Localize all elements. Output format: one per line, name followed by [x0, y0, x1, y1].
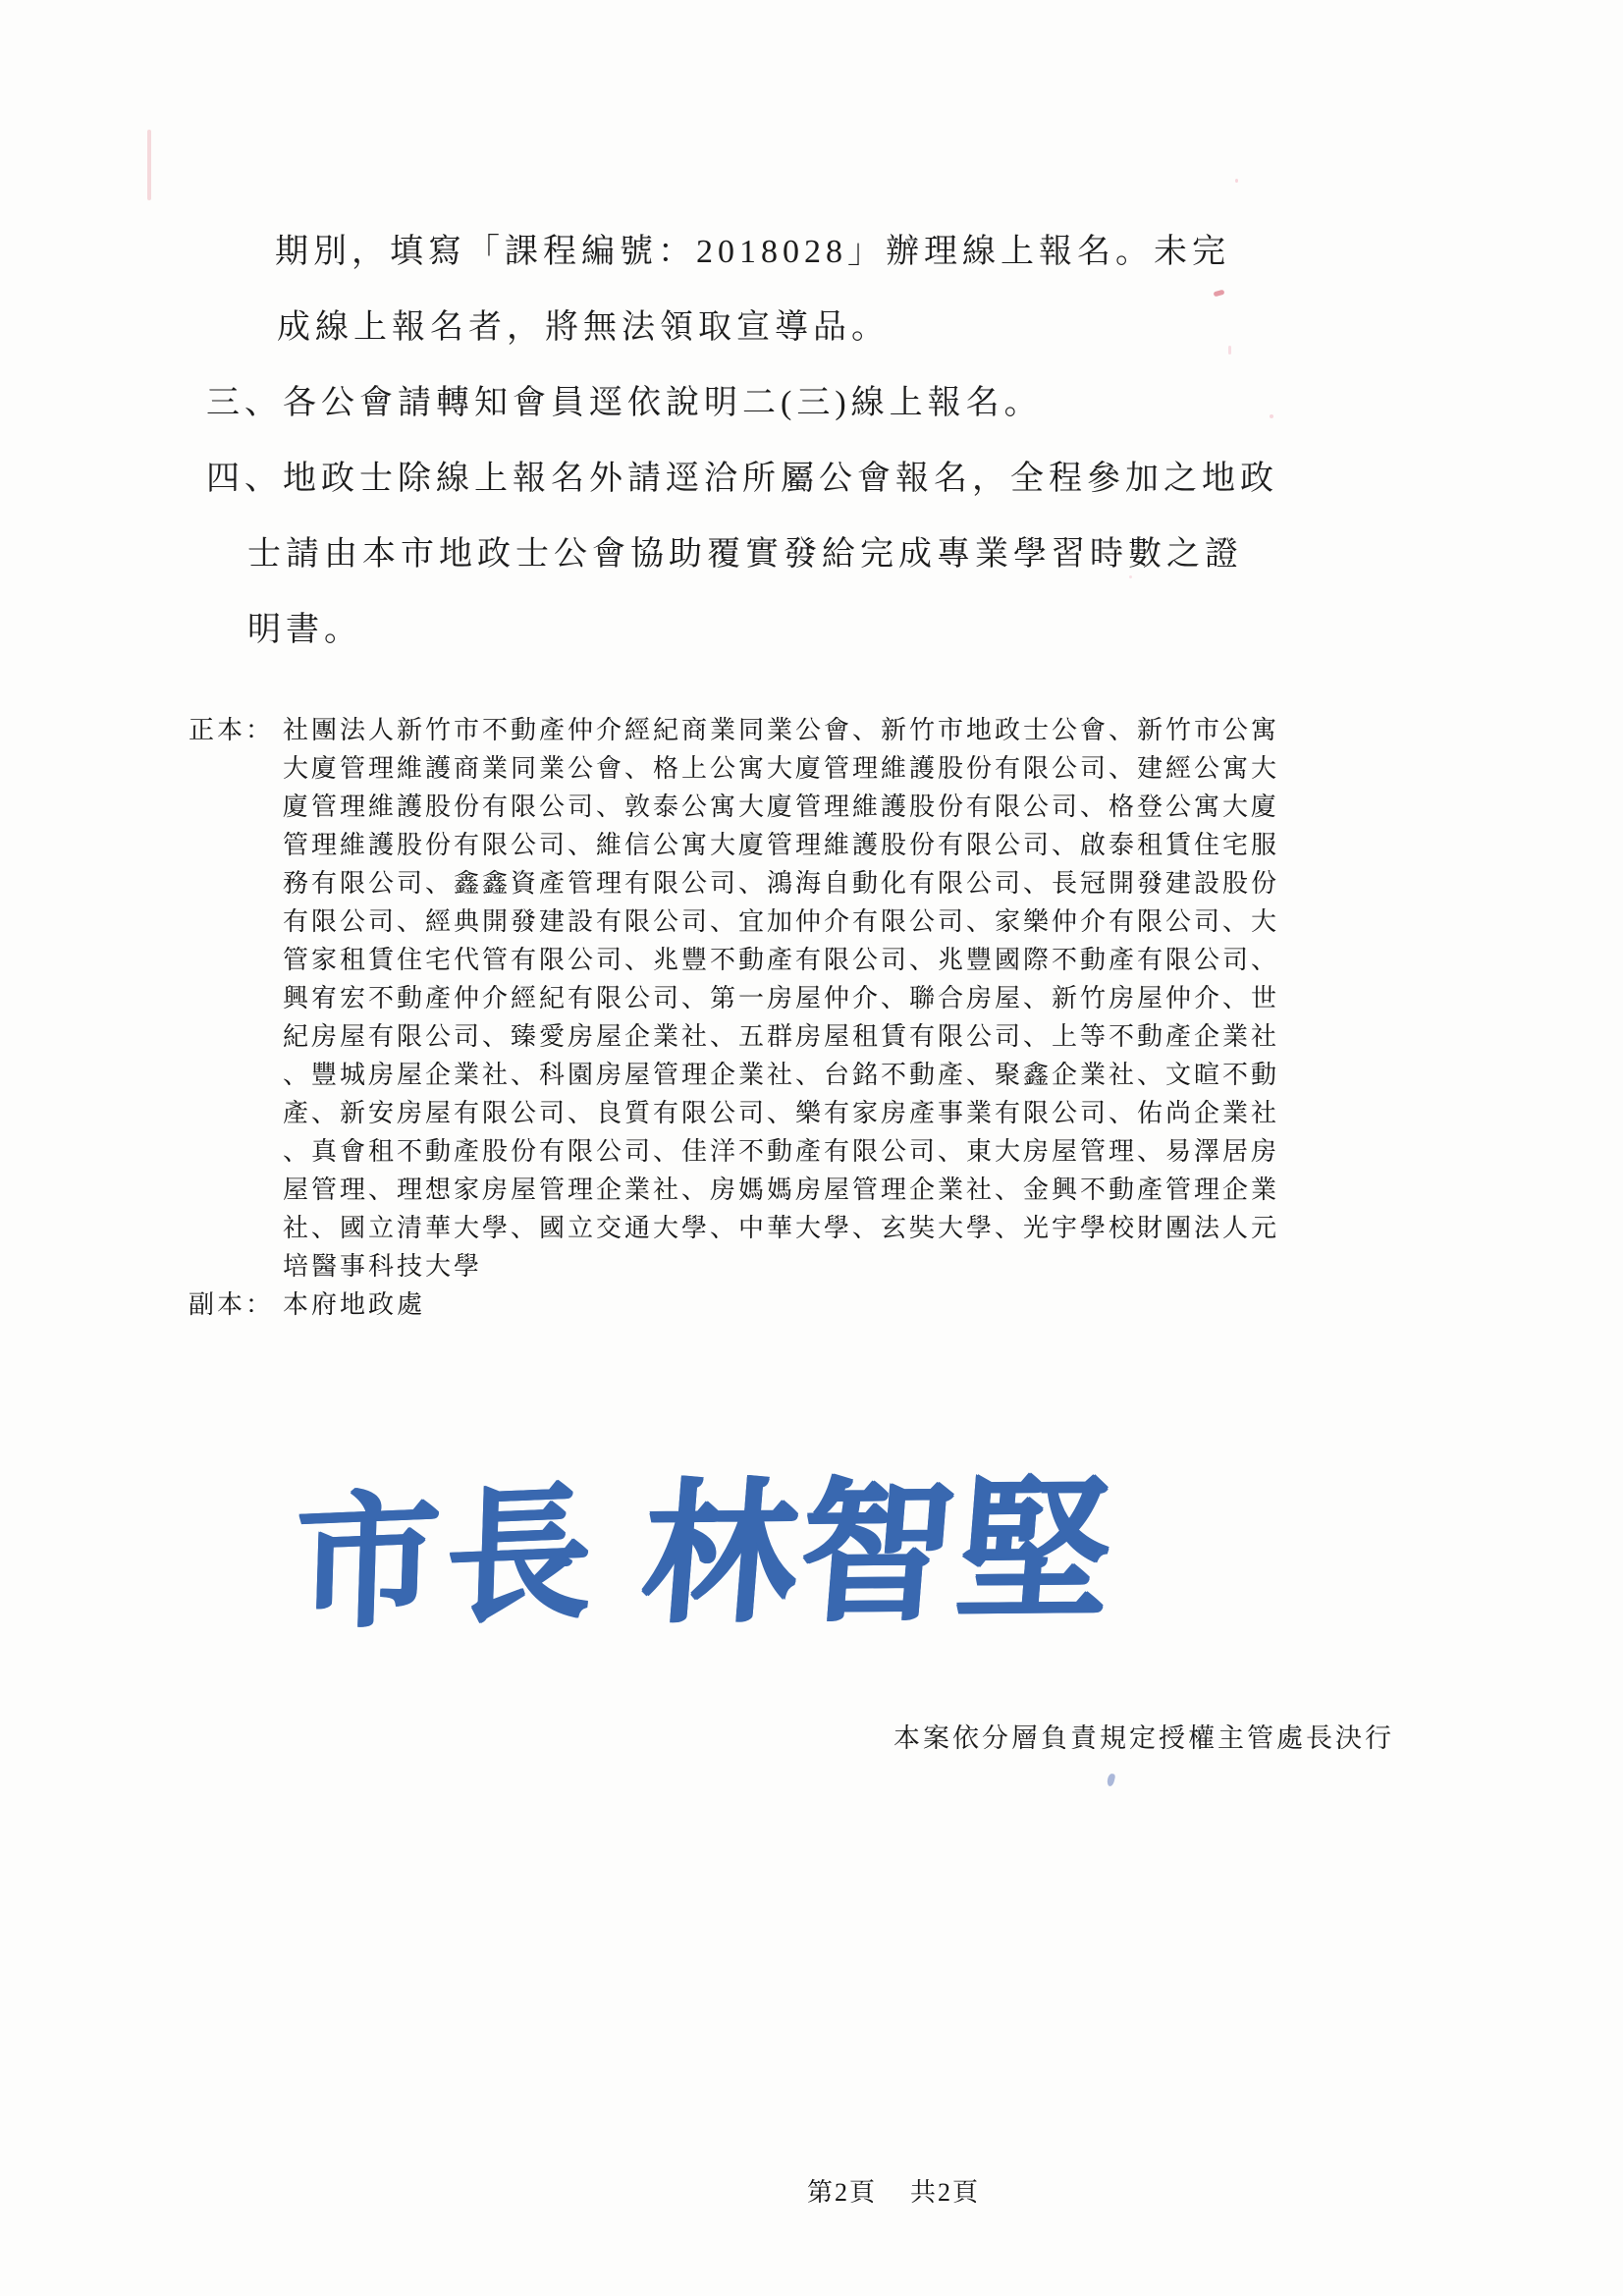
scan-artifact	[1214, 290, 1225, 298]
total-pages: 共2頁	[910, 2178, 981, 2207]
distribution-line: 興宥宏不動產仲介經紀有限公司、第一房屋仲介、聯合房屋、新竹房屋仲介、世	[283, 984, 1280, 1012]
scan-artifact	[1129, 575, 1132, 578]
authorization-note: 本案依分層負責規定授權主管處長決行	[893, 1723, 1394, 1753]
page-number: 第2頁	[807, 2178, 878, 2207]
notice-continuation-line-1: 期別，填寫「課程編號：2018028」辦理線上報名。未完	[275, 234, 1230, 270]
scan-artifact	[1270, 414, 1273, 418]
distribution-line: 產、新安房屋有限公司、良質有限公司、樂有家房產事業有限公司、佑尚企業社	[283, 1099, 1280, 1127]
distribution-line: 管家租賃住宅代管有限公司、兆豐不動產有限公司、兆豐國際不動產有限公司、	[283, 946, 1280, 974]
scan-artifact	[1228, 346, 1231, 355]
signature-title: 市長	[292, 1473, 600, 1648]
distribution-line: 務有限公司、鑫鑫資產管理有限公司、鴻海自動化有限公司、長冠開發建設股份	[283, 869, 1280, 898]
notice-item-4-line-3: 明書。	[247, 612, 362, 648]
distribution-copy-value: 本府地政處	[283, 1290, 426, 1319]
notice-item-4-line-1: 四、地政士除線上報名外請逕洽所屬公會報名，全程參加之地政	[206, 461, 1278, 497]
notice-item-4-line-2: 士請由本市地政士公會協助覆實發給完成專業學習時數之證	[247, 536, 1243, 573]
signature-name: 林智堅	[635, 1465, 1120, 1641]
distribution-original-label: 正本：	[189, 716, 275, 744]
mayor-signature	[293, 1417, 1118, 1657]
distribution-line: 大廈管理維護商業同業公會、格上公寓大廈管理維護股份有限公司、建經公寓大	[283, 754, 1280, 783]
scan-artifact	[147, 130, 151, 200]
distribution-line: 廈管理維護股份有限公司、敦泰公寓大廈管理維護股份有限公司、格登公寓大廈	[283, 793, 1280, 821]
distribution-line: 、真會租不動產股份有限公司、佳洋不動產有限公司、東大房屋管理、易澤居房	[283, 1137, 1280, 1166]
scan-artifact	[1107, 1773, 1116, 1786]
distribution-copy-label: 副本：	[189, 1290, 275, 1319]
distribution-line: 紀房屋有限公司、臻愛房屋企業社、五群房屋租賃有限公司、上等不動產企業社	[283, 1022, 1280, 1051]
distribution-line: 培醫事科技大學	[283, 1252, 483, 1281]
distribution-line: 有限公司、經典開發建設有限公司、宜加仲介有限公司、家樂仲介有限公司、大	[283, 907, 1280, 936]
distribution-line: 屋管理、理想家房屋管理企業社、房媽媽房屋管理企業社、金興不動產管理企業	[283, 1175, 1280, 1204]
notice-item-3: 三、各公會請轉知會員逕依說明二(三)線上報名。	[206, 385, 1043, 421]
distribution-line: 管理維護股份有限公司、維信公寓大廈管理維護股份有限公司、啟泰租賃住宅服	[283, 831, 1280, 859]
page-footer	[807, 2172, 980, 2209]
notice-continuation-line-2: 成線上報名者，將無法領取宣導品。	[277, 309, 890, 346]
distribution-line: 社團法人新竹市不動產仲介經紀商業同業公會、新竹市地政士公會、新竹市公寓	[283, 716, 1280, 744]
scan-artifact	[1235, 179, 1238, 183]
distribution-line: 、豐城房屋企業社、科園房屋管理企業社、台銘不動產、聚鑫企業社、文暄不動	[283, 1061, 1280, 1089]
distribution-line: 社、國立清華大學、國立交通大學、中華大學、玄奘大學、光宇學校財團法人元	[283, 1214, 1280, 1242]
